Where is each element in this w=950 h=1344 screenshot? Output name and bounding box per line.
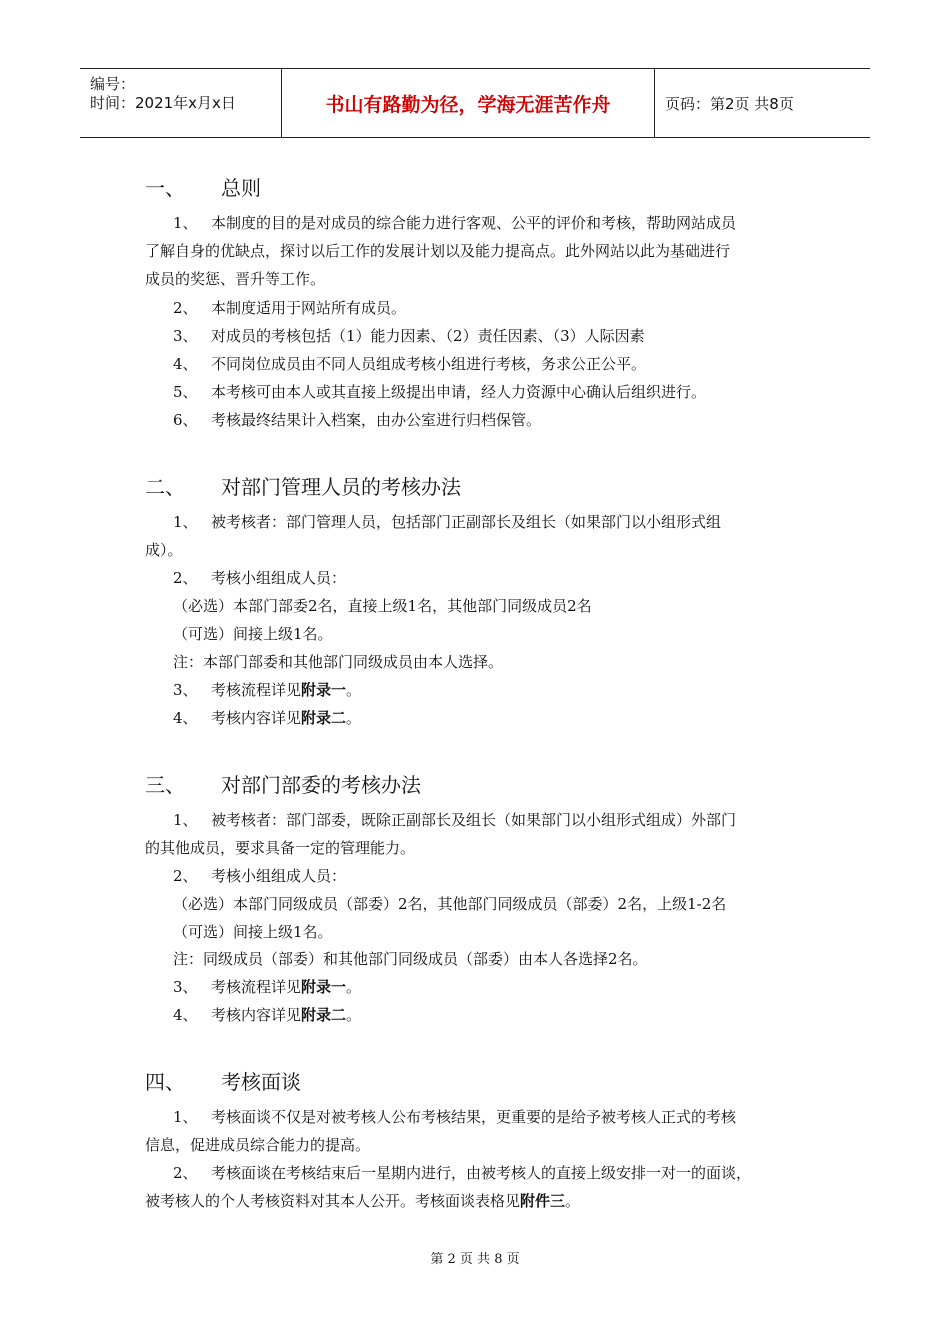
list-item-continuation: 被考核人的个人考核资料对其本人公开。考核面谈表格见附件三。 xyxy=(145,1192,581,1210)
list-item: 6、 考核最终结果计入档案，由办公室进行归档保管。 xyxy=(173,411,542,429)
list-item-continuation: 成）。 xyxy=(145,541,183,559)
appendix-ref: 附录一 xyxy=(301,978,347,996)
list-item: 5、 本考核可由本人或其直接上级提出申请，经人力资源中心确认后组织进行。 xyxy=(173,383,707,401)
header-page-info: 页码：第2页 共8页 xyxy=(665,95,794,113)
section-heading: 四、 考核面谈 xyxy=(145,1070,301,1094)
appendix-ref: 附录一 xyxy=(301,681,347,699)
doc-time-label: 时间：2021年x月x日 xyxy=(90,94,236,112)
appendix-ref: 附录二 xyxy=(301,1006,347,1024)
section-heading: 三、 对部门部委的考核办法 xyxy=(145,773,421,797)
optional-members: （可选）间接上级1名。 xyxy=(173,923,333,941)
list-item: 4、 考核内容详见附录二。 xyxy=(173,709,362,727)
section-heading: 二、 对部门管理人员的考核办法 xyxy=(145,475,461,499)
list-item: 4、 考核内容详见附录二。 xyxy=(173,1006,362,1024)
page-footer: 第 2 页 共 8 页 xyxy=(430,1252,520,1267)
required-members: （必选）本部门部委2名，直接上级1名，其他部门同级成员2名 xyxy=(173,597,592,615)
required-members: （必选）本部门同级成员（部委）2名，其他部门同级成员（部委）2名，上级1-2名 xyxy=(173,895,727,913)
appendix-ref: 附录二 xyxy=(301,709,347,727)
list-item-continuation: 了解自身的优缺点，探讨以后工作的发展计划以及能力提高点。此外网站以此为基础进行 xyxy=(145,242,731,260)
list-item: 2、 本制度适用于网站所有成员。 xyxy=(173,299,407,317)
list-item: 2、 考核小组组成人员： xyxy=(173,867,347,885)
list-item-continuation: 的其他成员，要求具备一定的管理能力。 xyxy=(145,839,416,857)
list-item: 3、 考核流程详见附录一。 xyxy=(173,681,362,699)
list-item: 3、 对成员的考核包括（1）能力因素、（2）责任因素、（3）人际因素 xyxy=(173,327,645,345)
list-item: 2、 考核面谈在考核结束后一星期内进行，由被考核人的直接上级安排一对一的面谈， xyxy=(173,1164,752,1182)
header-info-cell xyxy=(80,69,282,137)
list-item: 3、 考核流程详见附录一。 xyxy=(173,978,362,996)
doc-number-label: 编号： xyxy=(90,75,136,93)
header-motto: 书山有路勤为径，学海无涯苦作舟 xyxy=(282,69,655,137)
note-text: 注：同级成员（部委）和其他部门同级成员（部委）由本人各选择2名。 xyxy=(173,950,648,968)
list-item: 1、 考核面谈不仅是对被考核人公布考核结果，更重要的是给予被考核人正式的考核 xyxy=(173,1108,737,1126)
note-text: 注：本部门部委和其他部门同级成员由本人选择。 xyxy=(173,653,504,671)
list-item: 1、 本制度的目的是对成员的综合能力进行客观、公平的评价和考核，帮助网站成员 xyxy=(173,214,737,232)
section-heading: 一、 总则 xyxy=(145,176,261,200)
list-item: 4、 不同岗位成员由不同人员组成考核小组进行考核，务求公正公平。 xyxy=(173,355,647,373)
list-item: 2、 考核小组组成人员： xyxy=(173,569,347,587)
optional-members: （可选）间接上级1名。 xyxy=(173,625,333,643)
list-item: 1、 被考核者：部门部委，既除正副部长及组长（如果部门以小组形式组成）外部门 xyxy=(173,811,737,829)
list-item-continuation: 信息，促进成员综合能力的提高。 xyxy=(145,1136,371,1154)
list-item-continuation: 成员的奖惩、晋升等工作。 xyxy=(145,270,326,288)
page-header xyxy=(80,68,870,138)
list-item: 1、 被考核者：部门管理人员，包括部门正副部长及组长（如果部门以小组形式组 xyxy=(173,513,722,531)
attachment-ref: 附件三 xyxy=(520,1192,566,1210)
